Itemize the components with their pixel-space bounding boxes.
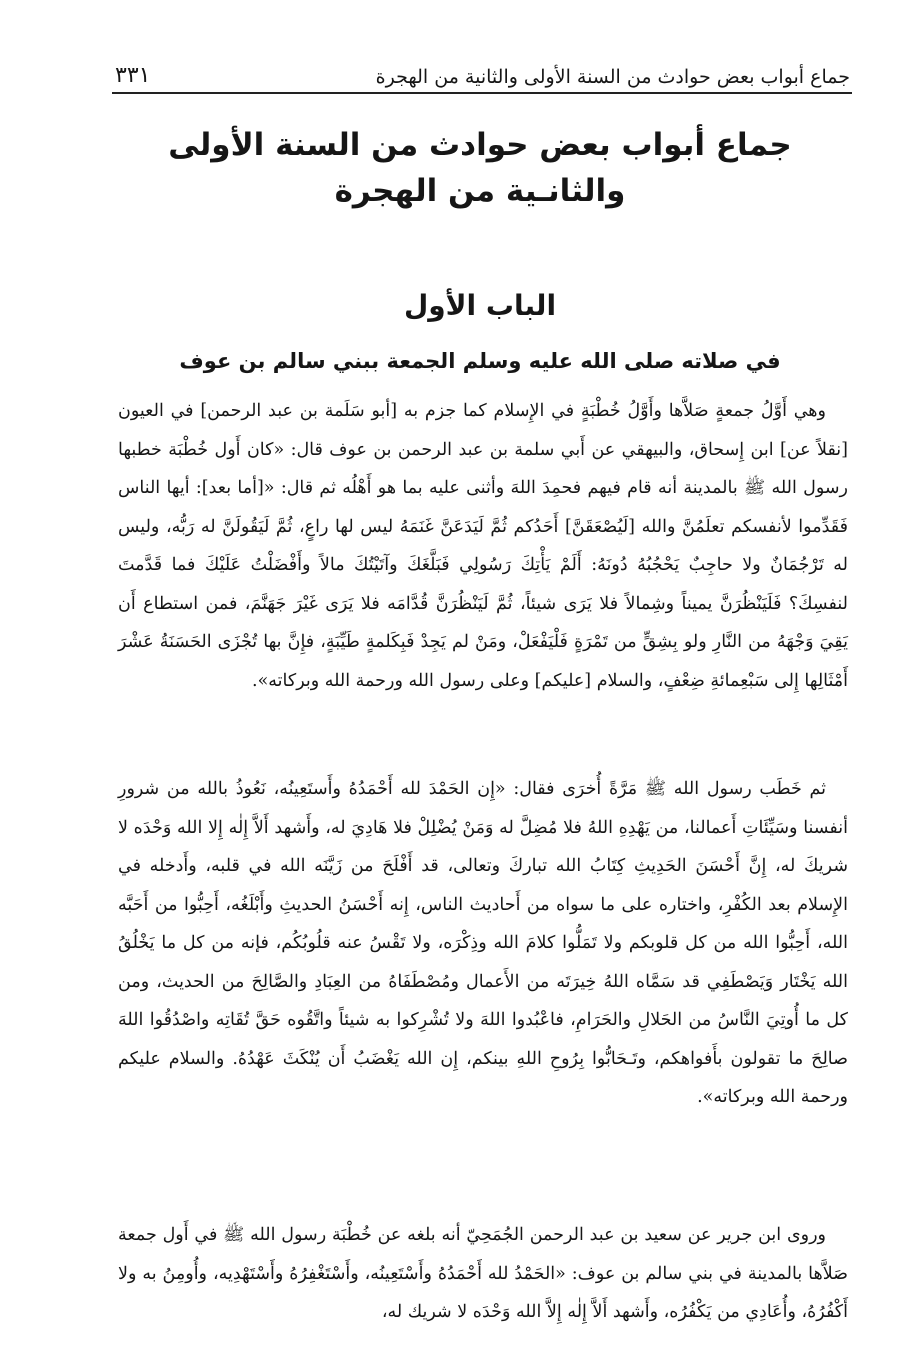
paragraph-ibn-jarir-narration: وروى ابن جرير عن سعيد بن عبد الرحمن الجُمَحِيّ أنه بلغه عن خُطْبَة رسول الله ﷺ في أَول جمعة صَلاَّها بالمدينة في بني سالم بن عوف: «الحَمْدُ لله أَحْمَدُهُ وأَسْتَعِينُه، وأَسْتَغْفِرُهُ وأَسْتَهْدِيه، وأُومِنُ به ولا أَكْفُرُهُ، وأُعَادِي من يَكْفُرُه، وأَشهد أَلاَّ إِلٰه إِلاَّ الله وَحْدَه لا شريك له،	[118, 1225, 848, 1322]
paragraph-second-khutbah: ثم خَطَب رسول الله ﷺ مَرَّةً أُخرَى فقال: «إِن الحَمْدَ لله أَحْمَدُهُ وأَستَعِينُه، نَعُوذُ بالله من شرورِ أنفسنا وسَيِّئَاتِ أَعمالنا، من يَهْدِهِ اللهُ فلا مُضِلَّ له وَمَنْ يُضْلِلْ فلا هَادِيَ له، وأَشهد أَلاَّ إِلٰه إِلا الله وَحْدَه لا شريكَ له، إِنَّ أَحْسَنَ الحَدِيثِ كِتَابُ الله تباركَ وتعالى، قد أَفْلَحَ من زَيَّنَه الله في قلبه، وأَدخله في الإِسلام بعد الكُفْرِ، واختاره على ما سواه من أَحاديث الناس، إِنه أَحْسَنُ الحديثِ وأَبْلَغُه، أَحِبُّوا من أَحَبَّه الله، أَحِبُّوا الله من كل قلوبكم ولا تَمَلُّوا كلامَ الله وذِكْرَه، ولا تَقْسُ عنه قلُوبُكُم، فإنه من كل ما يَخْلُقُ الله يَخْتَار وَيَصْطَفِي قد سَمَّاه اللهُ خِيرَتَه من الأَعمال ومُصْطَفَاهُ من العِبَادِ والصَّالِحَ من الحديث، ومن كل ما أُوتِيَ النَّاسُ من الحَلالِ والحَرَامِ، فاعْبُدوا اللهَ ولا تُشْرِكوا به شيئاً واتَّقُوه حَقَّ تُقَاتِه واصْدُقُوا اللهَ صالِحَ ما تقولون بأَفواهكم، وتَـحَابُّوا بِرُوحِ اللهِ بينكم، إِن الله يَغْضَبُ أَن يُنْكَثَ عَهْدُهُ. والسلام عليكم ورحمة الله وبركاته».	[118, 779, 848, 1107]
running-title: جماع أبواب بعض حوادث من السنة الأولى والثانية من الهجرة	[375, 66, 850, 88]
header-divider	[112, 92, 852, 94]
section-subtitle: في صلاته صلى الله عليه وسلم الجمعة ببني سالم بن عوف	[179, 349, 781, 373]
section-title: الباب الأول	[403, 289, 557, 322]
chapter-title-line-2: والثانـية من الهجرة	[334, 173, 626, 209]
page-number: ٣٣١	[115, 63, 151, 88]
chapter-title	[120, 122, 840, 214]
paragraph-first-khutbah: وهي أَوَّلُ جمعةٍ صَلاَّها وأَوَّلُ خُطْبَةٍ في الإِسلام كما جزم به [أبو سَلَمة بن عبد الرحمن] في العيون [نقلاً عن] ابن إِسحاق، والبيهقي عن أَبي سلمة بن عبد الرحمن بن عوف قال: «كان أَول خُطْبَة خطبها رسول الله ﷺ بالمدينة أنه قام فيهم فحمِدَ اللهَ وأثنى عليه بما هو أَهْلُه ثم قال: «[أما بعد]: أيها الناس فَقَدِّموا لأنفسكم تعلَمُنَّ والله [لَيُصْعَقَنَّ] أَحَدُكم ثُمَّ لَيَدَعَنَّ غَنَمَهُ ليس لها راعٍ، ثُمَّ لَيَقُولَنَّ له رَبُّه، وليس له تَرْجُمَانٌ ولا حاجِبٌ يَحْجُبُهُ دُونَهُ: أَلَمْ يَأْتِكَ رَسُولِي فَبَلَّغَكَ وآتَيْتُكَ مالاً وأَفْضَلْتُ عَلَيْكَ فما قَدَّمتَ لنفسِكَ؟ فَلَيَنْظُرَنَّ يميناً وشِمالاً فلا يَرَى شيئاً، ثُمَّ لَيَنْظُرَنَّ قُدَّامَه فلا يَرَى غَيْرَ جَهَنَّمَ، فمن استطاع أَن يَقِيَ وَجْهَهُ من النَّارِ ولو بِشِقٍّ من تَمْرَةٍ فَلْيَفْعَلْ، ومَنْ لم يَجِدْ فَبِكَلمةٍ طَيِّبَةٍ، فإِنَّ بها تُجْزَى الحَسَنَةُ عَشْرَ أَمْثَالِها إِلى سَبْعِمائةِ ضِعْفٍ، والسلام [عليكم] وعلى رسول الله ورحمة الله وبركاته».	[118, 401, 848, 691]
running-header	[115, 52, 850, 92]
chapter-title-line-1: جماع أبواب بعض حوادث من السنة الأولى	[168, 127, 792, 163]
